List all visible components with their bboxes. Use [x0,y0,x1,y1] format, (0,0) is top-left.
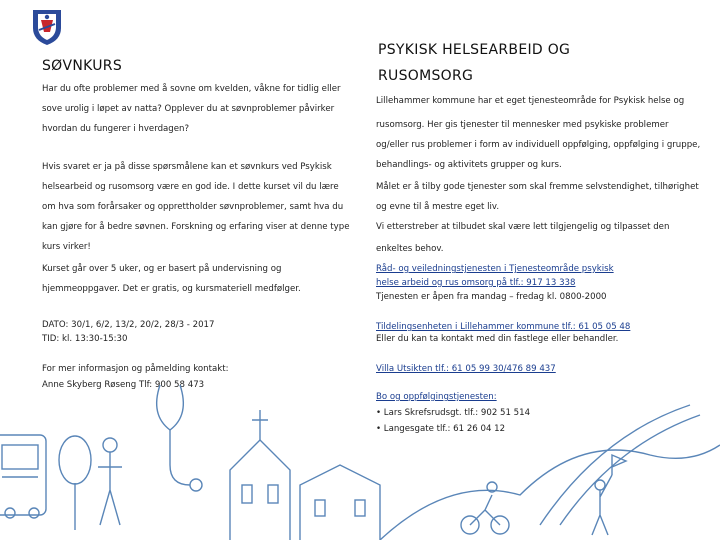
course-dates: DATO: 30/1, 6/2, 13/2, 20/2, 28/3 - 2017 [42,320,215,330]
service-opening-hours: Tjenesten er åpen fra mandag – fredag kl. 0800-2000 [376,292,607,302]
right-title-line2: RUSOMSORG [378,68,474,84]
right-intro-line: og/eller rus problemer i form av individuell oppfølging, oppfølging i gruppe, [376,140,701,150]
service-link-tildelingsenheten[interactable]: Tildelingsenheten i Lillehammer kommune tlf.: 61 05 05 48 [376,322,631,332]
left-body-line: helsearbeid og rusomsorg være en god ide. I dette kurset vil du lære [42,182,339,192]
contact-person: Anne Skyberg Røseng Tlf: 900 58 473 [42,380,205,390]
stethoscope-illustration [157,385,202,491]
left-title: SØVNKURS [42,58,123,74]
left-intro-line: Har du ofte problemer med å sovne om kvelden, våkne for tidlig eller [42,84,341,94]
people-illustration [59,436,122,530]
bo-oppfolging-item: • Lars Skrefsrudsgt. tlf.: 902 51 514 [376,408,531,418]
right-intro-line: Lillehammer kommune har et eget tjenesteområde for Psykisk helse og [376,96,685,106]
right-intro-line: rusomsorg. Her gis tjenester til mennesker med psykiske problemer [376,120,669,130]
right-aim-line: Vi etterstreber at tilbudet skal være lett tilgjengelig og tilpasset den [376,222,670,232]
left-body-line: Hvis svaret er ja på disse spørsmålene kan et søvnkurs ved Psykisk [42,162,332,172]
hills-illustration [380,445,720,540]
left-intro-line: sove urolig i løpet av natta? Opplever du at søvnproblemer påvirker [42,104,335,114]
right-goal-line: og evne til å mestre eget liv. [376,202,500,212]
course-time: TID: kl. 13:30-15:30 [42,334,128,344]
service-fastlege-text: Eller du kan ta kontakt med din fastlege eller behandler. [376,334,619,344]
left-body-line: om hva som forårsaker og opprettholder søvnproblemer, samt hva du [42,202,344,212]
left-course-line: hjemmeoppgaver. Det er gratis, og kursmateriell medfølger. [42,284,301,294]
bo-oppfolging-item: • Langesgate tlf.: 61 26 04 12 [376,424,506,434]
hiker-illustration [592,455,626,535]
right-title-line1: PSYKISK HELSEARBEID OG [378,42,571,58]
left-intro-line: hvordan du fungerer i hverdagen? [42,124,190,134]
right-aim-line: enkeltes behov. [376,244,444,254]
contact-intro: For mer informasjon og påmelding kontakt: [42,364,229,374]
service-link-raad-veiledning[interactable]: Råd- og veiledningstjenesten i Tjenesteområde psykisk [376,264,614,274]
bus-illustration [0,435,46,518]
service-link-villa-utsikten[interactable]: Villa Utsikten tlf.: 61 05 99 30/476 89 437 [376,364,556,374]
left-body-line: kan gjøre for å bedre søvnen. Forskning og erfaring viser at denne type [42,222,350,232]
service-link-bo-oppfolging[interactable]: Bo og oppfølgingstjenesten: [376,392,497,402]
service-link-raad-veiledning-phone[interactable]: helse arbeid og rus omsorg på tlf.: 917 13 338 [376,278,576,288]
municipality-crest-logo [30,6,64,46]
left-body-line: kurs virker! [42,242,91,252]
right-intro-line: behandlings- og aktivitets grupper og kurs. [376,160,562,170]
left-course-line: Kurset går over 5 uker, og er basert på undervisning og [42,264,282,274]
right-goal-line: Målet er å tilby gode tjenester som skal fremme selvstendighet, tilhørighet [376,182,699,192]
town-hall-illustration [230,410,380,540]
town-illustration [0,375,720,540]
